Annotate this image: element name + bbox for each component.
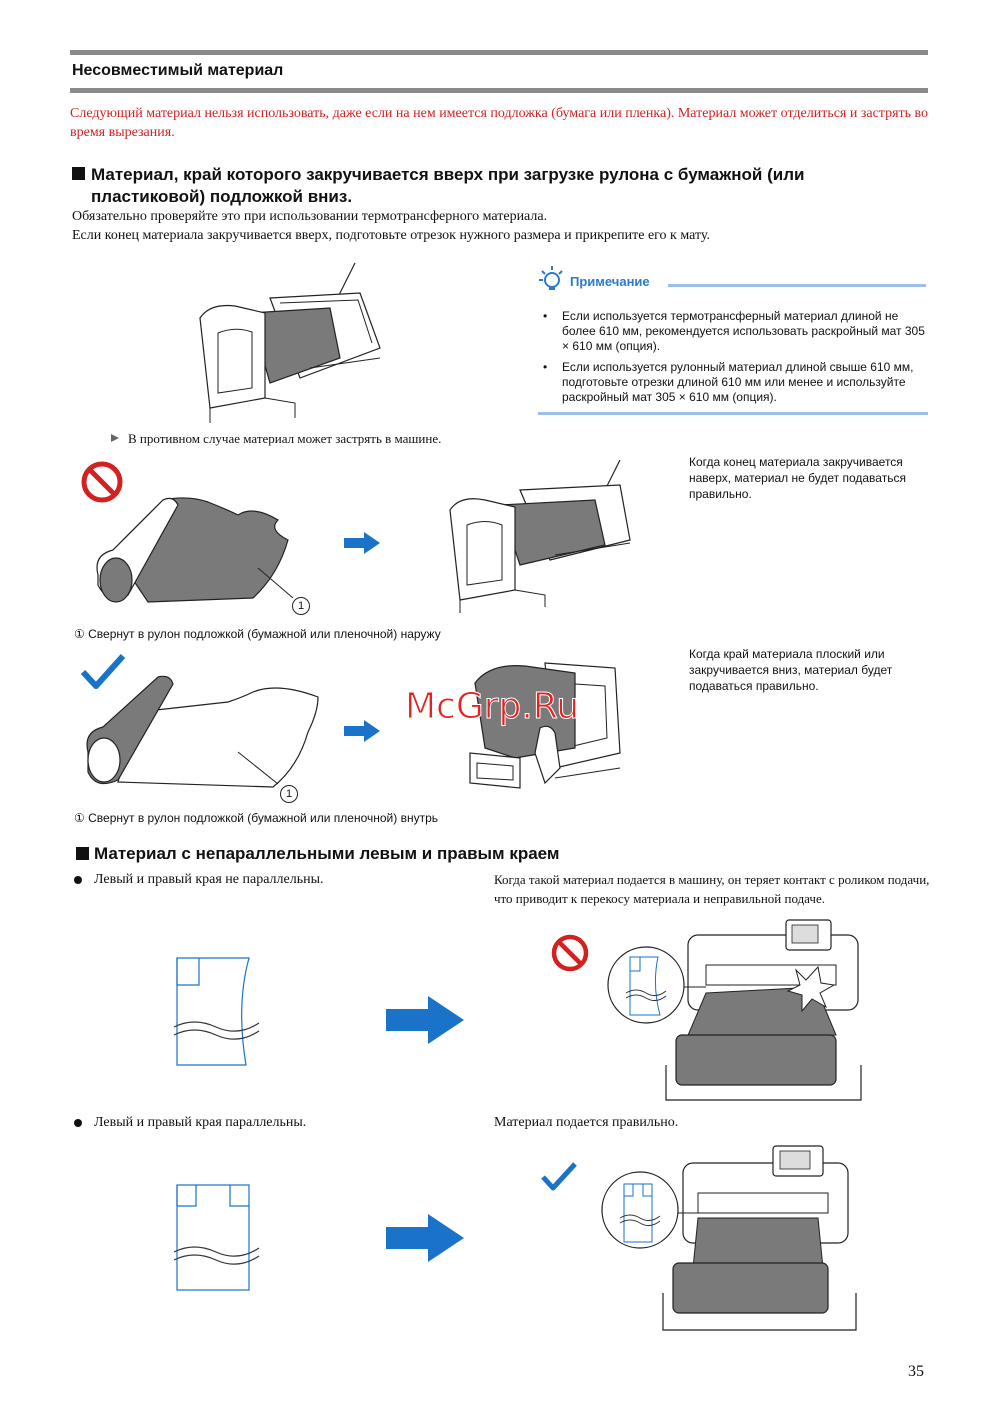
- bad-side-text: Когда конец материала закручивается наверх, материал не будет подаваться правильно.: [689, 455, 906, 501]
- parallel-heading: Материал с непараллельными левым и правым краем: [94, 844, 560, 863]
- bullet-dot: [74, 1119, 82, 1127]
- good-parallel-label: Левый и правый края параллельны.: [94, 1115, 307, 1130]
- note-body: [538, 309, 928, 411]
- arrow-right-icon: [344, 532, 380, 554]
- good-caption: [74, 811, 438, 825]
- caption-text: Свернут в рулон подложкой (бумажной или пленочной) наружу: [88, 627, 441, 641]
- bottom-rule: [70, 88, 928, 93]
- good-parallel-desc: Материал подается правильно.: [494, 1115, 679, 1130]
- callout-bad-marker: [292, 597, 310, 615]
- callout-good-marker: [280, 785, 298, 803]
- arrow-right-icon: [386, 996, 464, 1044]
- caption-marker: ①: [74, 627, 85, 641]
- callout-good-number: 1: [285, 788, 293, 800]
- checkmark-icon: [540, 1160, 578, 1194]
- machine-jam-illustration: [445, 455, 635, 615]
- roll-loading-illustration: [190, 258, 390, 423]
- fallback-text: В противном случае материал может застрять в машине.: [128, 431, 442, 446]
- curled-in-roll-illustration: [78, 672, 328, 802]
- triangle-bullet-icon: [110, 433, 120, 443]
- caption-marker: ①: [74, 811, 85, 825]
- prohibited-icon: [550, 933, 590, 973]
- note-item: • Если используется термотрансферный материал длиной не более 610 мм, рекомендуется использовать раскройный мат 305 × 610 мм (опция).: [538, 309, 928, 354]
- note-title-line: [668, 284, 926, 287]
- page-number: 35: [908, 1363, 924, 1380]
- curl-desc-1: Обязательно проверяйте это при использовании термотрансферного материала.: [72, 209, 548, 224]
- bad-parallel-label: Левый и правый края не параллельны.: [94, 872, 324, 887]
- note-item: • Если используется рулонный материал длиной свыше 610 мм, подготовьте отрезки длиной 610 мм или менее и используйте раскройный мат 305 × 610 мм (опция).: [538, 360, 928, 405]
- machine-feed-ok-illustration: [455, 658, 625, 798]
- section-title: Несовместимый материал: [72, 62, 284, 79]
- curl-heading-line2: пластиковой) подложкой вниз.: [91, 187, 353, 206]
- good-side-text: Когда край материала плоский или закручивается вниз, материал будет подаваться правильно.: [689, 647, 893, 693]
- bad-parallel-desc: Когда такой материал подается в машину, он теряет контакт с роликом подачи, что приводит к перекосу материала и неправильной подаче.: [494, 872, 930, 906]
- bad-caption: [74, 627, 441, 641]
- warning-text: Следующий материал нельзя использовать, даже если на нем имеется подложка (бумага или пленка). Материал может отделиться и застрять во время вырезания.: [70, 106, 929, 140]
- machine-skew-illustration: [606, 915, 866, 1105]
- note-bottom-line: [538, 412, 928, 415]
- arrow-right-icon: [386, 1214, 464, 1262]
- machine-straight-illustration: [598, 1138, 863, 1338]
- non-parallel-sheet-diagram: [174, 955, 264, 1070]
- curl-heading-line1: Материал, край которого закручивается вверх при загрузке рулона с бумажной (или: [91, 165, 805, 184]
- caption-text: Свернут в рулон подложкой (бумажной или пленочной) внутрь: [88, 811, 439, 825]
- bullet-dot: [74, 876, 82, 884]
- note-title: Примечание: [570, 274, 650, 289]
- top-rule: [70, 50, 928, 55]
- callout-bad-number: 1: [297, 600, 305, 612]
- curled-out-roll-illustration: [88, 490, 318, 620]
- watermark: McGrp.Ru: [405, 686, 580, 727]
- curl-desc-2: Если конец материала закручивается вверх, подготовьте отрезок нужного размера и прикрепите его к мату.: [72, 228, 711, 243]
- parallel-sheet-diagram: [174, 1182, 264, 1292]
- arrow-right-icon: [344, 720, 380, 742]
- lightbulb-icon: [538, 264, 566, 292]
- square-bullet-icon: [76, 847, 89, 860]
- square-bullet-icon: [72, 167, 85, 180]
